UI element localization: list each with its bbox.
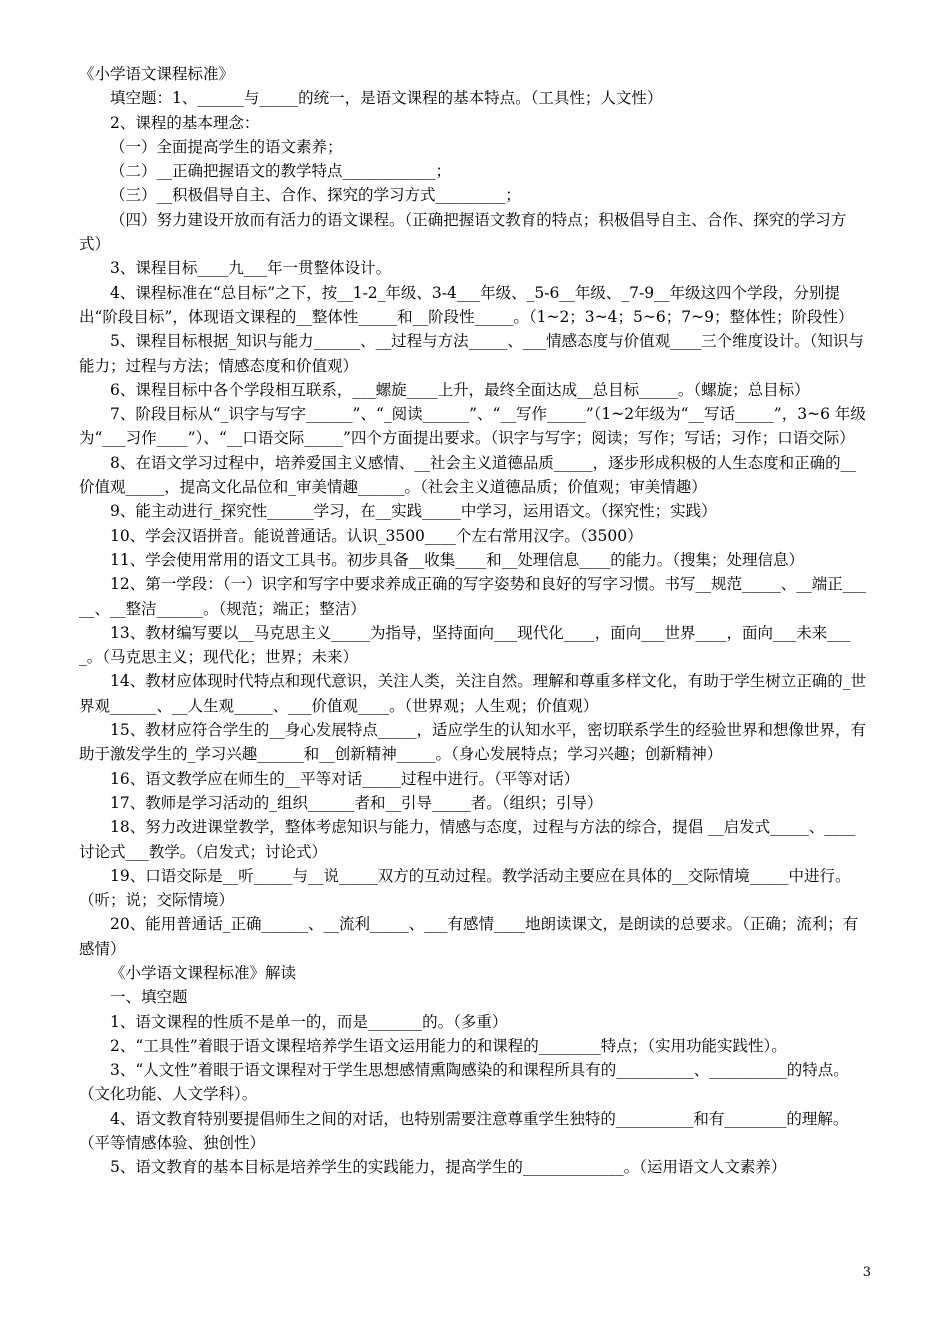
document-body: [79, 62, 869, 1180]
paragraph: （四）努力建设开放而有活力的语文课程。（正确把握语文教育的特点；积极倡导自主、合作、探究的学习方式）: [79, 210, 847, 254]
doc-title: 《小学语文课程标准》: [79, 65, 235, 83]
paragraph: 1、语文课程的性质不是单一的，而是_______的。（多重）: [110, 1012, 508, 1031]
paragraph: 4、课程标准在“总目标”之下，按__1-2_年级、3-4___年级、_5-6__年级、_7-9__年级这四个学段，分别提出“阶段目标”，体现语文课程的__整体性_____和__阶段性_____。（1~2；3~4；5~6；7~9；整体性；阶段性）: [79, 283, 854, 326]
paragraph: 5、语文教育的基本目标是培养学生的实践能力，提高学生的_____________。（运用语文人文素养）: [110, 1158, 787, 1177]
paragraph: 16、语文教学应在师生的__平等对话_____过程中进行。（平等对话）: [110, 769, 580, 788]
paragraph: （三）__积极倡导自主、合作、探究的学习方式_________；: [110, 186, 521, 205]
paragraph: 15、教材应符合学生的__身心发展特点_____，适应学生的认知水平，密切联系学生的经验世界和想像世界，有助于激发学生的_学习兴趣______和__创新精神_____。（身心发展特点；学习兴趣；创新精神）: [79, 721, 866, 764]
paragraph: 13、教材编写要以__马克思主义_____为指导，坚持面向___现代化____，面向___世界____，面向___未来____。（马克思主义；现代化；世界；未来）: [79, 623, 851, 667]
paragraph: 8、在语文学习过程中，培养爱国主义感情、__社会主义道德品质_____，逐步形成积极的人生态度和正确的__价值观_____，提高文化品位和_审美情趣______。（社会主义道德品质；价值观；审美情趣）: [79, 453, 857, 497]
paragraph: 14、教材应体现时代特点和现代意识，关注人类，关注自然。理解和尊重多样文化，有助于学生树立正确的_世界观______、__人生观_____、___价值观____。（世界观；人生观；价值观）: [79, 672, 866, 715]
part2-paragraphs: [79, 1010, 869, 1180]
paragraph: 2、“工具性”着眼于语文课程培养学生语文运用能力的和课程的________特点；（实用功能实践性）。: [110, 1036, 787, 1055]
paragraph: 7、阶段目标从“_识字与写字______”、“_阅读______”、“__写作_____”（1~2年级为“__写话_____”，3~6 年级为“___习作____”）、“__口语交际_____”四个方面提出要求。（识字与写字；阅读；写作；写话；习作；口语交际）: [79, 405, 866, 448]
paragraph: 填空题：1、______与_____的统一，是语文课程的基本特点。（工具性；人文性）: [110, 89, 663, 108]
paragraph: 6、课程目标中各个学段相互联系，___螺旋____上升，最终全面达成__总目标_____。（螺旋；总目标）: [110, 380, 810, 399]
paragraph: 19、口语交际是__听_____与__说_____双方的互动过程。教学活动主要应在具体的__交际情境_____中进行。（听；说；交际情境）: [79, 866, 851, 910]
paragraph: 4、语文教育特别要提倡师生之间的对话，也特别需要注意尊重学生独特的__________和有________的理解。（平等情感体验、独创性）: [79, 1109, 849, 1153]
paragraph: 2、课程的基本理念：: [110, 113, 260, 132]
paragraph: 9、能主动进行_探究性______学习，在__实践_____中学习，运用语文。（探究性；实践）: [110, 502, 717, 521]
paragraph: 10、学会汉语拼音。能说普通话。认识_3500____个左右常用汉字。（3500）: [110, 526, 643, 545]
paragraph: （二）__正确把握语文的教学特点____________；: [110, 162, 452, 181]
section-subtitle: 一、填空题: [110, 988, 188, 1007]
paragraph: 18、努力改进课堂教学，整体考虑知识与能力，情感与态度，过程与方法的综合，提倡 __启发式_____、____讨论式___教学。（启发式；讨论式）: [79, 818, 856, 861]
paragraph: 5、课程目标根据_知识与能力______、__过程与方法_____、___情感态度与价值观____三个维度设计。（知识与能力；过程与方法；情感态度和价值观）: [79, 332, 864, 375]
paragraph: （一）全面提高学生的语文素养；: [110, 137, 343, 156]
paragraph: 3、课程目标____九___年一贯整体设计。: [110, 259, 392, 278]
paragraph: 20、能用普通话_正确______、__流利_____、___有感情____地朗读课文，是朗读的总要求。（正确；流利；有感情）: [79, 915, 859, 958]
section-title: 《小学语文课程标准》解读: [110, 963, 297, 982]
paragraph: 17、教师是学习活动的_组织______者和__引导_____者。（组织；引导）: [110, 793, 603, 812]
paragraph: 3、“人文性”着眼于语文课程对于学生思想感情熏陶感染的和课程所具有的__________、__________的特点。（文化功能、人文学科）。: [79, 1061, 849, 1104]
paragraph: 11、学会使用常用的语文工具书。初步具备__收集____和__处理信息____的能力。（搜集；处理信息）: [110, 550, 804, 569]
page-number: 3: [862, 1265, 871, 1280]
part1-paragraphs: [79, 86, 869, 961]
paragraph: 12、第一学段：（一）识字和写字中要求养成正确的写字姿势和良好的写字习惯。书写__规范_____、__端正_____、__整洁______。（规范；端正；整洁）: [79, 575, 866, 618]
